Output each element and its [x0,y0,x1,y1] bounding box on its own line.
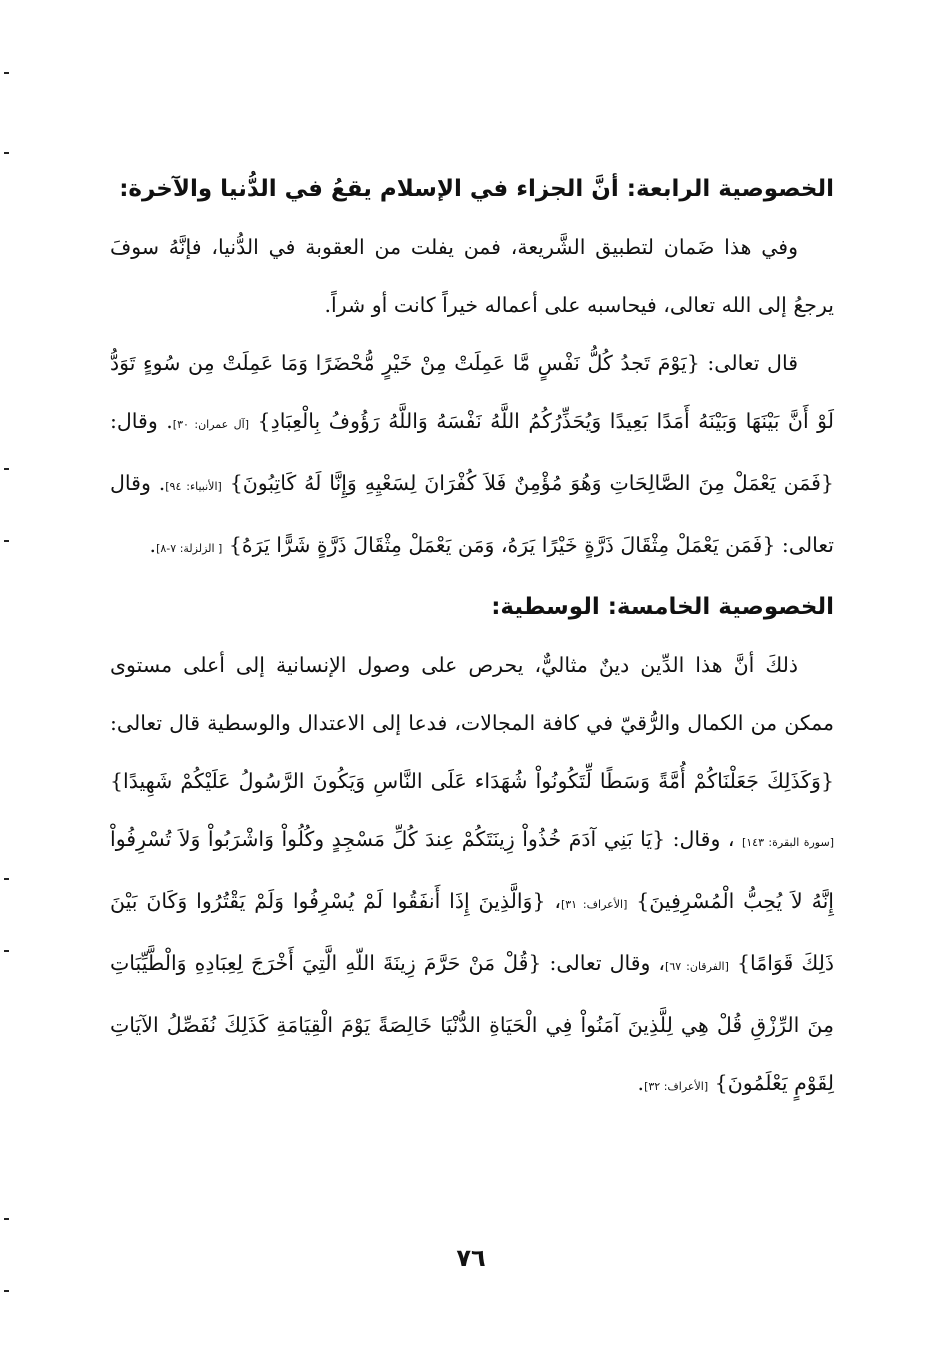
page-body [110,160,834,1116]
margin-tick [4,878,9,880]
page-number: ٧٦ [456,1244,486,1272]
verse-reference: [سورة البقرة: ١٤٣] [741,836,834,849]
margin-tick [4,950,9,952]
punctuation: . [149,533,157,557]
margin-tick [4,468,9,470]
verse-text: ، وقال تعالى: {قُلْ مَنْ حَرَّمَ زِينَةَ اللّهِ الَّتِيَ أَخْرَجَ لِعِبَادِهِ وَالْطَّيِّبَاتِ مِنَ الرِّزْقِ قُلْ هِي لِلَّذِينَ آمَنُواْ فِي الْحَيَاةِ الدُّنْيَا خَالِصَةً يَوْمَ الْقِيَامَةِ كَذَلِكَ نُفَصِّلُ الآيَاتِ لِقَوْمٍ يَعْلَمُونَ} [110,951,834,1095]
verse-reference: [الفرقان: ٦٧] [665,960,729,973]
margin-tick [4,1290,9,1292]
verse-reference: [الأعراف: ٣١] [560,898,628,911]
verse-text: ، وقال: {يَا بَنِي آدَمَ خُذُواْ زِينَتَكُمْ عِندَ كُلِّ مَسْجِدٍ وكُلُواْ وَاشْرَبُواْ وَلاَ تُسْرِفُواْ إِنَّهُ لاَ يُحِبُّ الْمُسْرِفِينَ} [110,827,834,913]
verse-reference: [ الزلزلة: ٧-٨] [156,542,223,555]
margin-tick [4,72,9,74]
verse-reference: [آل عمران: ٣٠] [172,418,250,431]
verse-text: قال تعالى: {يَوْمَ تَجدُ كُلُّ نَفْسٍ مَّا عَمِلَتْ مِنْ خَيْرٍ مُّحْضَرًا وَمَا عَمِلَتْ مِن سُوءٍ تَوَدُّ لَوْ أَنَّ بَيْنَهَا وَبَيْنَهُ أَمَدًا بَعِيدًا وَيُحَذِّرُكُمُ اللَّهُ نَفْسَهُ وَاللَّهُ رَؤُوفُ بِالْعِبَادِ} [110,351,834,433]
verse-text: . وقال: {فَمَن يَعْمَلْ مِنَ الصَّالِحَاتِ وَهُوَ مُؤْمِنٌ فَلاَ كُفْرَانَ لِسَعْيِهِ وَإِنَّا لَهُ كَاتِبُونَ} [110,409,834,495]
verse-reference: [الأنبياء: ٩٤] [165,480,222,493]
margin-tick [4,540,9,542]
verse-reference: [الأعراف: ٣٢] [644,1080,709,1093]
verse-text: . وقال تعالى: {فَمَن يَعْمَلْ مِثْقَالَ ذَرَّةٍ خَيْرًا يَرَهُ، وَمَن يَعْمَلْ مِثْقَالَ ذَرَّةٍ شَرًّا يَرَهُ} [110,471,834,557]
margin-tick [4,1218,9,1220]
section-heading-4: الخصوصية الرابعة: أنَّ الجزاء في الإسلام يقعُ في الدُّنيا والآخرة: [119,176,834,202]
paragraph-intro: وفي هذا ضَمان لتطبيق الشَّريعة، فمن يفلت من العقوبة في الدُّنيا، فإنَّهُ سوفَ يرجعُ إلى الله تعالى، فيحاسبه على أعماله خيراً كانت أو شراً. [110,235,834,317]
paragraph-verses-1 [110,334,834,578]
punctuation: . [637,1071,645,1095]
margin-tick [4,152,9,154]
paragraph-moderation [110,636,834,1116]
section-heading-5: الخصوصية الخامسة: الوسطية: [491,594,834,620]
verse-text: ، {وَالَّذِينَ إِذَا أَنفَقُوا لَمْ يُسْرِفُوا وَلَمْ يَقْتُرُوا وَكَانَ بَيْنَ ذَلِكَ قَوَامًا} [110,889,834,975]
paragraph-text: ذلكَ أنَّ هذا الدِّين دينٌ مثاليٌّ، يحرص على وصول الإنسانية إلى أعلى مستوى ممكن من الكمال والرُّقيّ في كافة المجالات، فدعا إلى الاعتدال والوسطية قال تعالى: {وَكَذَلِكَ جَعَلْنَاكُمْ أُمَّةً وَسَطًا لِّتَكُونُواْ شُهَدَاء عَلَى النَّاسِ وَيَكُونَ الرَّسُولُ عَلَيْكُمْ شَهِيدًا} [110,653,834,793]
